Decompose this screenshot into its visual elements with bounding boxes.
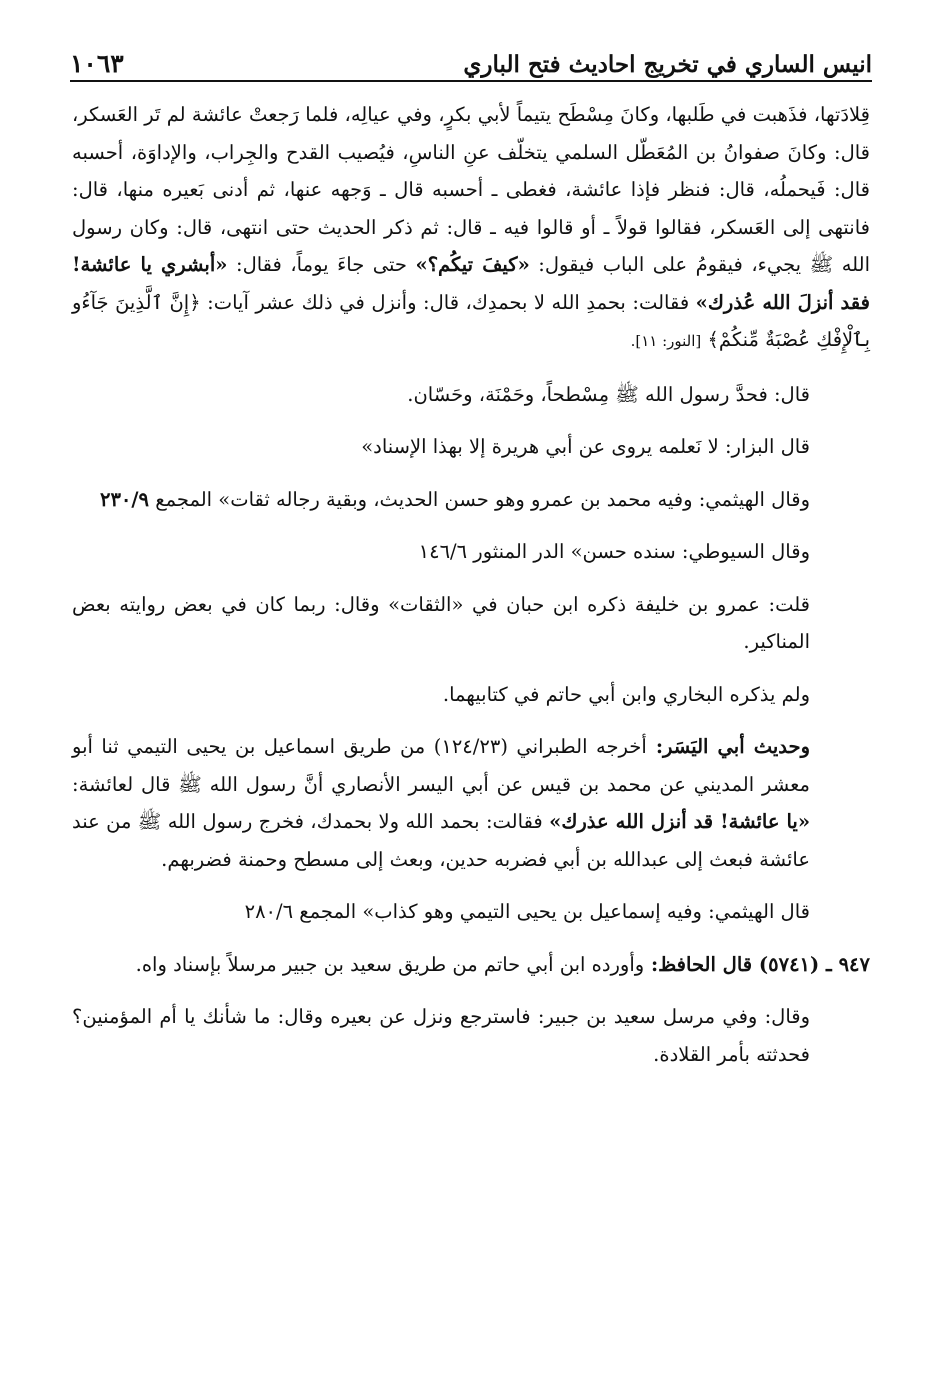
bold-text: ٢٣٠/٩ [99,487,150,511]
paragraph-p2 [72,376,870,414]
bold-text: ٩٤٧ ـ (٥٧٤١) قال الحافظ: [644,952,870,976]
text-run: قال البزار: لا نَعلمه يروى عن أبي هريرة إلا بهذا الإسناد» [361,435,810,458]
paragraph-p7 [72,676,870,714]
paragraph-p8 [72,728,870,878]
paragraph-p11 [72,998,870,1073]
text-run: أخرجه الطبراني (١٢٤/٢٣) من طريق اسماعيل بن يحيى التيمي ثنا أبو معشر المديني عن محمد بن قيس عن أبي اليسر الأنصاري أنَّ رسول الله ﷺ قال لعائشة: [72,735,810,796]
running-title: انيس الساري في تخريج احاديث فتح الباري [463,51,872,78]
text-run: وقال: وفي مرسل سعيد بن جبير: فاسترجع ونزل عن بعيره وقال: ما شأنك يا أم المؤمنين؟ فحدثته بأمر القلادة. [72,1005,810,1066]
page-number: ١٠٦٣ [70,49,124,78]
text-run: وأورده ابن أبي حاتم من طريق سعيد بن جبير مرسلاً بإسناد واه. [135,952,645,976]
paragraph-p3 [72,428,870,466]
page-body [72,96,870,1073]
text-run: قال الهيثمي: وفيه إسماعيل بن يحيى التيمي وهو كذاب» المجمع ٢٨٠/٦ [244,900,810,923]
text-run: وقال الهيثمي: وفيه محمد بن عمرو وهو حسن الحديث، وبقية رجاله ثقات» المجمع [149,487,810,511]
text-run: [النور: ١١]. [630,332,702,350]
paragraph-p6 [72,586,870,661]
paragraph-p1 [72,96,870,361]
text-run: فقالت: بحمدِ الله لا بحمدِك، قال: وأنزل في ذلك عشر آيات: ﴿إِنَّ ٱلَّذِينَ جَآءُو بِٱلْإِفْكِ عُصْبَةٌ مِّنكُمْ﴾ [72,290,870,351]
bold-text: «يا عائشة! قد أنزل الله عذرك» [549,810,811,833]
bold-text: «أبشري يا عائشة! فقد أنزلَ الله عُذرك» [72,253,870,314]
paragraph-p10 [72,946,870,984]
text-run: ولم يذكره البخاري وابن أبي حاتم في كتابيهما. [442,682,810,706]
text-run: وقال السيوطي: سنده حسن» الدر المنثور ١٤٦/٦ [418,540,810,563]
text-run: قال: فحدَّ رسول الله ﷺ مِسْطحاً، وحَمْنَة، وحَسّان. [407,382,810,406]
paragraph-p4 [72,481,870,519]
paragraph-p5 [72,533,870,571]
paragraph-p9 [72,893,870,931]
bold-text: وحديث أبي اليَسَر: [646,735,811,758]
text-run: حتى جاءَ يوماً، فقال: [227,253,416,276]
bold-text: «كيفَ تيكُم؟» [415,253,530,276]
page-header [70,34,872,78]
text-run: قلت: عمرو بن خليفة ذكره ابن حبان في «الثقات» وقال: ربما كان في بعض روايته بعض المناكير. [72,592,810,653]
header-rule [70,80,872,82]
text-run: فقالت: بحمد الله ولا بحمدك، فخرج رسول الله ﷺ من عند عائشة فبعث إلى عبدالله بن أبي فضربه حدين، وبعث إلى مسطح وحمنة فضربهم. [72,810,810,871]
text-run: قِلادَتها، فذَهبت في طَلبها، وكانَ مِسْطَح يتيماً لأبي بكرٍ، وفي عيالِه، فلما رَجعتْ عائشة لم تَر العَسكر، قال: وكانَ صفوانُ بن المُعَطّل السلمي يتخلّف عنِ الناسِ، فيُصيب القدح والجِراب، والإداوَة، أحسبه قال: فَيحملُه، قال: فنظر فإذا عائشة، فغطى ـ أحسبه قال ـ وَجهه عنها، ثم أدنى بَعيره منها، قال: فانتهى إلى العَسكر، فقالوا قولاً ـ أو قالوا فيه ـ قال: ثم ذكر الحديث حتى انتهى، قال: وكان رسول الله ﷺ يجيء، فيقومُ على الباب فيقول: [72,103,870,276]
